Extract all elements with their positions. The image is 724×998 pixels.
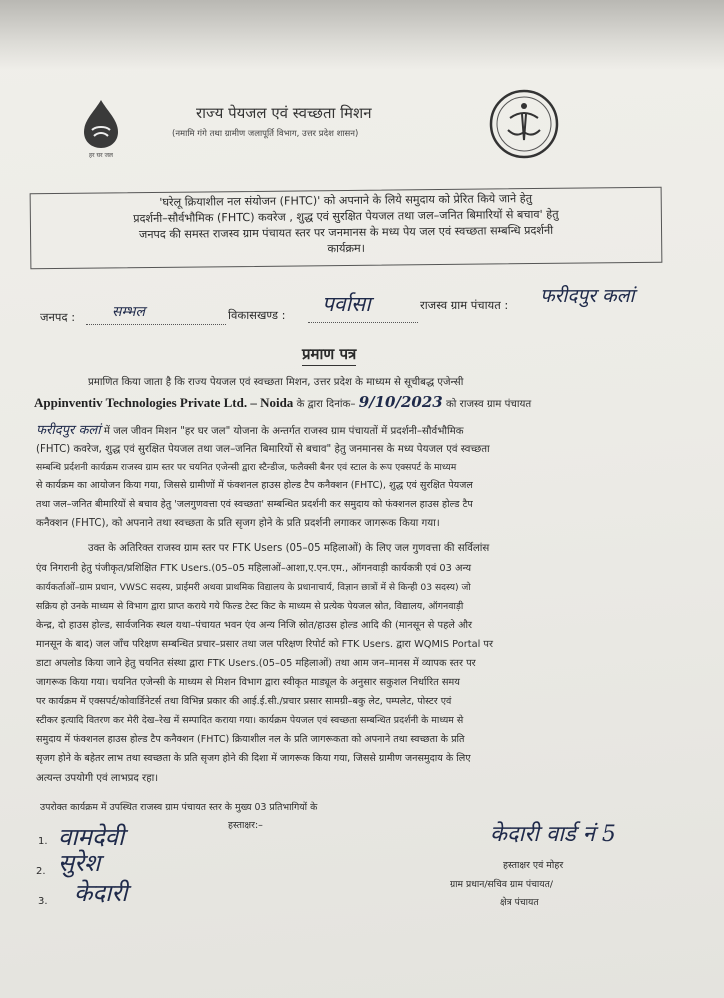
panchayat-value: फरीदपुर कलां	[540, 285, 635, 307]
box-line: कार्यक्रम।	[327, 241, 366, 256]
box-line: प्रदर्शनी–सौर्वभौमिक (FHTC) कवरेज , शुद्ध एवं सुरक्षित पेयजल तथा जल–जनित बिमारियों से बचाव' हेतु	[133, 207, 559, 226]
signature-number: 2.	[36, 866, 46, 877]
location-fields	[40, 285, 720, 326]
body-line: तथा जल–जनित बीमारियों से बचाव हेतु 'जलगुणवत्ता एवं स्वच्छता' सम्बन्धित प्रदर्शनी कर समुदाय को फंक्शनल हाउस होल्ड टैप	[36, 499, 473, 510]
body-line: एंव निगरानी हेतु पंजीकृत/प्रशिक्षित FTK Users.(05–05 महिलाओं–आशा,ए.एन.एम., ऑगनवाड़ी कार्यकत्री एवं 03 अन्य	[36, 563, 472, 574]
body-line: कनैक्शन (FHTC), को अपनाने तथा स्वच्छता के प्रति सृजग होने के प्रति प्रदर्शनी लगाकर जागरूक किया गया।	[36, 518, 440, 529]
box-line: जनपद की समस्त राजस्व ग्राम पंचायत स्तर पर जनमानस के मध्य पेय जल एवं स्वच्छता सम्बन्धि प्रदर्शनी	[138, 223, 554, 242]
program-title-box	[30, 187, 663, 270]
state-emblem-icon	[488, 88, 560, 160]
district-value: सम्भल	[112, 304, 145, 320]
body-line: सृजग होने के बहेतर लाभ तथा स्वच्छता के प्रति सृजग होने की दिशा में जागरूक किया गया, जिससे ग्रामीण जनसमुदाय के लिए	[36, 753, 471, 764]
body-line	[36, 420, 464, 438]
body-line	[34, 393, 531, 411]
photo-shadow	[0, 0, 724, 70]
body-line: पर कार्यक्रम में एक्सपर्ट/कोवार्डिनेटर्स तथा विभिन्न प्रकार की आई.ई.सी./प्रचार प्रसार सामग्री–बकु लेट, पम्पलेट, पोस्टर एवं	[36, 696, 452, 707]
participant-signature-3: केदारी	[74, 879, 128, 907]
participant-signature-1: वामदेवी	[58, 823, 125, 851]
header-title: राज्य पेयजल एवं स्वच्छता मिशन	[196, 104, 372, 122]
date-value: 9/10/2023	[358, 393, 443, 411]
body-line: सम्बन्धि प्रर्दशनी कार्यक्रम राजस्व ग्राम स्तर पर चयनित एजेन्सी द्वारा स्टैन्डीज, फलैक्सी बैनर एवं स्टाल के रूप एक्सपर्ट के माध्यम	[36, 462, 457, 473]
district-label: जनपद :	[40, 310, 76, 324]
body-line: डाटा अपलोड किया जाने हेतु चयनित संस्था द्वारा FTK Users.(05–05 महिलाओं) तथा आम जन–मानस में व्यापक स्तर पर	[36, 658, 476, 669]
body-text: में जल जीवन मिशन "हर घर जल" योजना के अन्तर्गत राजस्व ग्राम पंचायतों में प्रदर्शनी–सौर्वभौमिक	[103, 426, 464, 437]
signature-caption: क्षेत्र पंचायत	[500, 897, 539, 908]
signature-caption: ग्राम प्रधान/सचिव ग्राम पंचायत/	[450, 879, 553, 890]
certificate-title: प्रमाण पत्र	[302, 344, 356, 366]
signatures-intro: उपरोक्त कार्यक्रम में उपस्थित राजस्व ग्राम पंचायत स्तर के मुख्य 03 प्रतिभागियों के	[40, 802, 318, 813]
pradhan-signature: केदारी वार्ड नं 5	[490, 822, 616, 847]
body-line: स्टीकर इत्यादि वितरण कर मेरी देख–रेख में सम्पादित कराया गया। कार्यक्रम पेयजल एवं स्वच्छता सम्बन्धित प्रदर्शनी के माध्यम से	[36, 715, 464, 726]
body-line: कार्यकर्ताओं–ग्राम प्रधान, VWSC सदस्य, प्राईमरी अथवा प्राथमिक विद्यालय के प्रधानाचार्य, विज्ञान छात्रों में से किन्ही 03 सदस्य) जो	[36, 582, 471, 593]
body-line: उक्त के अतिरिक्त राजस्व ग्राम स्तर पर FTK Users (05–05 महिलाओं) के लिए जल गुणवत्ता की सर्विलांस	[88, 543, 490, 554]
district-dotted-line	[86, 310, 226, 325]
signature-number: 1.	[38, 836, 48, 847]
header-subtitle: (नमामि गंगे तथा ग्रामीण जलापूर्ति विभाग, उत्तर प्रदेश शासन)	[172, 129, 359, 139]
signatures-label: हस्ताक्षर:–	[228, 820, 263, 831]
body-line: केन्द्र, दो हाउस होल्ड, सार्वजनिक स्थल यथा–पंचायत भवन एंव अन्य निजि स्रोत/हाउस होल्ड आदि की (मानसून से पहले और	[36, 620, 473, 631]
panchayat-label: राजस्व ग्राम पंचायत :	[420, 298, 509, 312]
body-line: समुदाय में फंक्शनल हाउस होल्ड टैप कनैक्शन (FHTC) क्रियाशील नल के प्रति जागरूकता को अपनाने तथा स्वच्छता के प्रति	[36, 734, 465, 745]
block-label: विकासखण्ड :	[228, 308, 286, 322]
body-line: (FHTC) कवरेज, शुद्ध एवं सुरक्षित पेयजल तथा जल–जनित बिमारियों से बचाव" हेतु जनमानस के मध्य पेयजल एवं स्वच्छता	[36, 444, 490, 455]
date-label: के द्वारा दिनांक–	[296, 399, 356, 410]
panchayat-handwritten: फरीदपुर कलां	[36, 423, 101, 438]
body-line: अत्यन्त उपयोगी एवं लाभप्रद रहा।	[36, 773, 159, 784]
body-line: मानसून के बाद) जल जाँच परिक्षण सम्बन्धित प्रचार–प्रसार तथा जल परिक्षण रिपोर्ट को FTK Users. द्वारा WQMIS Portal पर	[36, 639, 493, 650]
body-line: सक्रिय हो उनके माध्यम से विभाग द्वारा प्राप्त कराये गये फिल्ड टेस्ट किट के माध्यम से प्रत्येक पेयजल स्रोत, विद्यालय, ऑगनवाड़ी	[36, 601, 464, 612]
body-line: से कार्यक्रम का आयोजन किया गया, जिससे ग्रामीणों में फंक्शनल हाउस होल्ड टैप कनैक्शन (FHTC), शुद्ध एवं सुरक्षित पेयजल	[36, 480, 473, 491]
box-line: 'घरेलू क्रियाशील नल संयोजन (FHTC)' को अपनाने के लिये समुदाय को प्रेरित किये जाने हेतु	[159, 192, 533, 209]
block-value: पर्वासा	[322, 292, 371, 316]
body-line: प्रमाणित किया जाता है कि राज्य पेयजल एवं स्वच्छता मिशन, उत्तर प्रदेश के माध्यम से सूचीबद्ध एजेन्सी	[88, 377, 464, 388]
body-line: जागरूक किया गया। चयनित एजेन्सी के माध्यम से मिशन विभाग द्वारा स्वीकृत माड्यूल के अनुसार सकुशल निर्धारित समय	[36, 677, 460, 688]
agency-name: Appinventiv Technologies Private Ltd. – Noida	[34, 395, 294, 410]
participant-signature-2: सुरेश	[58, 849, 101, 877]
water-drop-logo-icon	[72, 98, 130, 160]
logo-caption: हर घर जल	[89, 152, 113, 159]
signature-number: 3.	[38, 896, 48, 907]
signature-caption: हस्ताक्षर एवं मोहर	[503, 860, 564, 871]
panchayat-text: को राजस्व ग्राम पंचायत	[445, 399, 532, 410]
